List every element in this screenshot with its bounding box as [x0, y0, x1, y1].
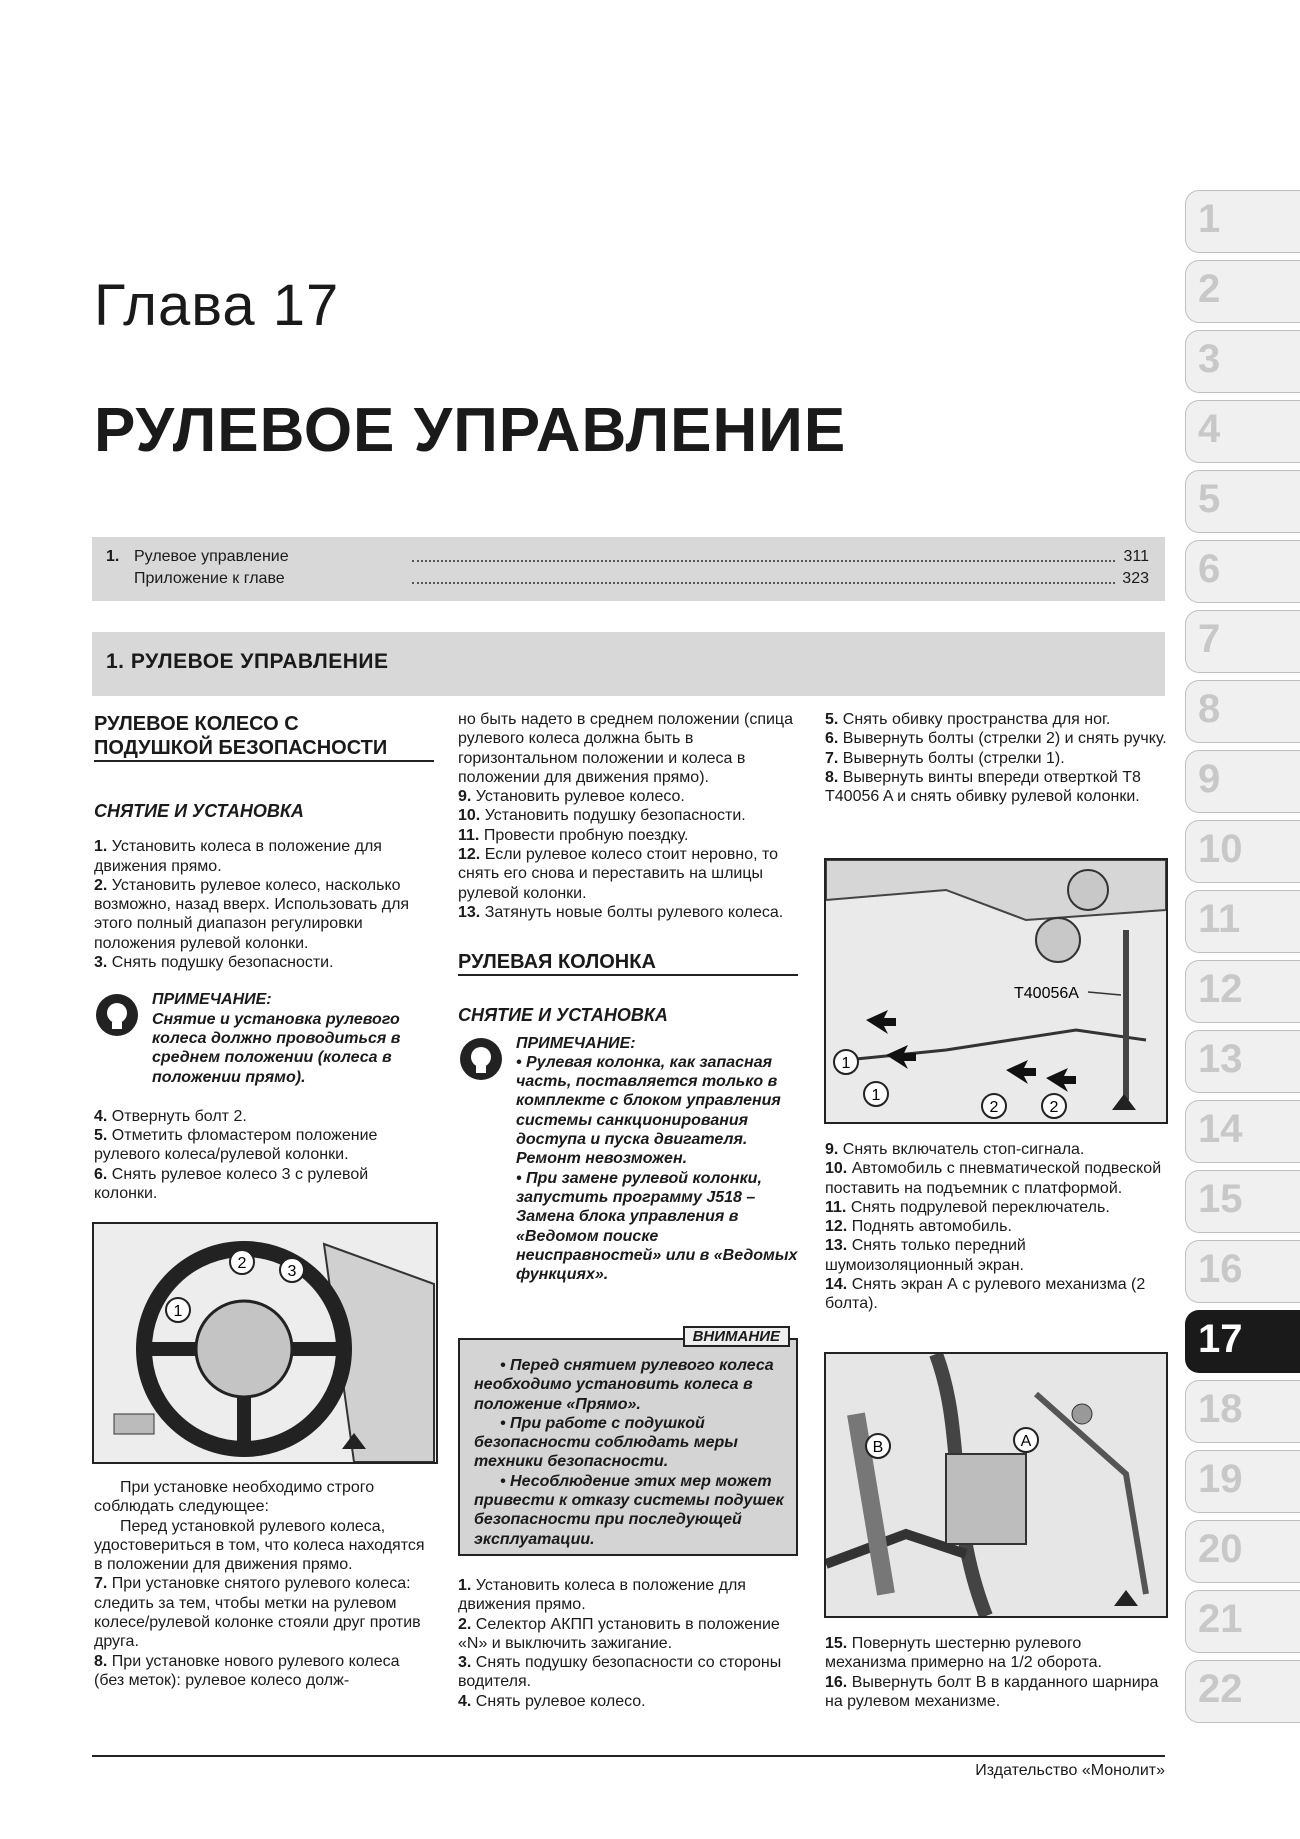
chapter-tab-label: 9	[1198, 757, 1221, 801]
paragraph: но быть надето в среднем положении (спица рулевого колеса должна быть в горизонтальном положении и колеса в положении для движения прямо).	[458, 711, 793, 786]
chapter-tab-label: 10	[1198, 827, 1243, 871]
step-text: Установить колеса в положение для движения прямо.	[458, 1577, 746, 1614]
toc-row[interactable]	[92, 547, 1165, 567]
step-text: Установить рулевое колесо.	[475, 788, 685, 806]
step-num: 13.	[825, 1237, 848, 1255]
chapter-tab-label: 11	[1198, 897, 1241, 941]
paragraph: Перед установкой рулевого колеса, удостовериться в том, что колеса находятся в положении для движения прямо.	[94, 1517, 425, 1574]
step	[94, 953, 434, 972]
chapter-tab-label: 8	[1198, 687, 1221, 731]
subheading-removal: СНЯТИЕ И УСТАНОВКА	[458, 1005, 668, 1026]
step	[94, 1126, 434, 1165]
chapter-tab-label: 6	[1198, 547, 1221, 591]
step-text: Снять подушку безопасности со стороны водителя.	[458, 1654, 782, 1691]
steps-list	[94, 837, 434, 972]
step	[825, 1236, 1167, 1275]
chapter-tab-label: 20	[1198, 1527, 1243, 1571]
chapter-tab-5[interactable]	[1185, 470, 1300, 533]
figure-column-trim	[824, 858, 1168, 1124]
toc-row[interactable]	[92, 569, 1165, 589]
step-text: Установить подушку безопасности.	[484, 807, 746, 825]
chapter-tab-17[interactable]	[1185, 1310, 1300, 1373]
warning-item: • Несоблюдение этих мер может привести к отказу системы подушек безопасности при последующей эксплуатации.	[474, 1472, 784, 1548]
step	[458, 903, 798, 922]
step-num: 7.	[94, 1575, 108, 1593]
chapter-tab-label: 12	[1198, 967, 1243, 1011]
step-num: 7.	[825, 749, 839, 767]
step	[458, 1615, 798, 1654]
step-num: 10.	[825, 1160, 848, 1178]
step	[458, 787, 798, 806]
figure-steering-wheel	[92, 1222, 438, 1464]
step-num: 2.	[94, 876, 108, 894]
heading-line: РУЛЕВОЕ КОЛЕСО С	[94, 713, 299, 735]
step	[458, 1692, 798, 1711]
footer-divider	[92, 1755, 1165, 1757]
step-text: Снять подрулевой переключатель.	[850, 1198, 1110, 1216]
section-header	[92, 632, 1165, 696]
chapter-tab-14[interactable]	[1185, 1100, 1300, 1163]
note-block	[94, 990, 434, 1086]
step-text: Вывернуть болт В в карданного шарнира на рулевом механизме.	[825, 1673, 1159, 1710]
step-text: Поднять автомобиль.	[851, 1218, 1012, 1236]
step	[458, 806, 798, 825]
step	[94, 1165, 434, 1204]
chapter-tab-18[interactable]	[1185, 1380, 1300, 1443]
step	[94, 1652, 434, 1691]
chapter-tab-4[interactable]	[1185, 400, 1300, 463]
step-text: Снять подушку безопасности.	[111, 954, 334, 972]
step-num: 3.	[458, 1654, 472, 1672]
section-title: 1. РУЛЕВОЕ УПРАВЛЕНИЕ	[106, 650, 389, 673]
chapter-tab-9[interactable]	[1185, 750, 1300, 813]
paragraph: При установке необходимо строго соблюдать следующее:	[94, 1479, 375, 1516]
callout-b: B	[872, 1439, 884, 1456]
chapter-tab-13[interactable]	[1185, 1030, 1300, 1093]
step-num: 8.	[825, 768, 839, 786]
step-text: Вывернуть болты (стрелки 1).	[842, 749, 1065, 767]
chapter-tab-label: 16	[1198, 1247, 1243, 1291]
step	[825, 1275, 1167, 1314]
step	[458, 826, 798, 845]
column-2	[458, 710, 798, 1284]
step-text: Повернуть шестерню рулевого механизма примерно на 1/2 оборота.	[825, 1635, 1102, 1672]
step-text: Отметить фломастером положение рулевого колеса/рулевой колонки.	[94, 1127, 378, 1164]
step	[458, 1653, 798, 1692]
step-text: Отвернуть болт 2.	[111, 1107, 247, 1125]
step-text: Провести пробную поездку.	[483, 826, 689, 844]
step	[458, 1576, 798, 1615]
step-text: Вывернуть болты (стрелки 2) и снять ручку.	[842, 730, 1167, 748]
step-num: 9.	[825, 1141, 839, 1158]
step-num: 12.	[458, 846, 481, 864]
note-item: • При замене рулевой колонки, запустить программу J518 – Замена блока управления в «Ведомом поиске неисправностей» или в «Ведомых функциях».	[516, 1169, 798, 1284]
step-text: Снять рулевое колесо.	[475, 1692, 646, 1710]
chapter-tab-19[interactable]	[1185, 1450, 1300, 1513]
warning-content	[474, 1356, 784, 1549]
chapter-title: РУЛЕВОЕ УПРАВЛЕНИЕ	[94, 396, 847, 465]
step-num: 5.	[825, 711, 839, 728]
figure-steering-gear	[824, 1352, 1168, 1618]
step	[825, 1140, 1167, 1159]
heading-line: ПОДУШКОЙ БЕЗОПАСНОСТИ	[94, 736, 434, 762]
note-title: ПРИМЕЧАНИЕ:	[516, 1034, 636, 1052]
chapter-tab-label: 18	[1198, 1387, 1243, 1431]
toc-num: 1.	[106, 548, 120, 565]
publisher: Издательство «Монолит»	[975, 1762, 1165, 1779]
step-num: 2.	[458, 1615, 472, 1633]
toc-title: Рулевое управление	[134, 548, 289, 565]
heading-steering-column: РУЛЕВАЯ КОЛОНКА	[458, 950, 798, 976]
step-text: Снять рулевое колесо 3 с рулевой колонки.	[94, 1165, 369, 1203]
lightbulb-icon	[94, 992, 140, 1038]
step	[825, 1159, 1167, 1198]
note-title: ПРИМЕЧАНИЕ:	[152, 991, 272, 1009]
step-num: 4.	[94, 1107, 108, 1125]
step-text: Установить рулевое колесо, насколько возможно, назад вверх. Использовать для этого полный диапазон регулировки положения рулевой колонки.	[94, 876, 410, 952]
callout-3: 3	[287, 1263, 297, 1280]
step	[94, 876, 434, 953]
step	[825, 749, 1167, 768]
column-3-middle	[825, 1140, 1167, 1314]
step-num: 16.	[825, 1673, 848, 1691]
note-text: Снятие и установка рулевого колеса должно проводиться в среднем положении (колеса в положении прямо).	[152, 1010, 401, 1086]
step	[94, 837, 434, 876]
step	[825, 1217, 1167, 1236]
chapter-tab-label: 5	[1198, 477, 1221, 521]
chapter-tab-6[interactable]	[1185, 540, 1300, 603]
step-num: 9.	[458, 788, 472, 806]
chapter-tab-12[interactable]	[1185, 960, 1300, 1023]
step-num: 6.	[825, 730, 839, 748]
note-block	[458, 1034, 798, 1285]
callout-2: 2	[1049, 1099, 1059, 1116]
chapter-tab-label: 17	[1198, 1317, 1243, 1361]
step-text: Снять включатель стоп-сигнала.	[842, 1141, 1085, 1158]
steps-list	[94, 1107, 434, 1203]
step-num: 8.	[94, 1652, 108, 1670]
chapter-tab-16[interactable]	[1185, 1240, 1300, 1303]
callout-2: 2	[237, 1255, 247, 1272]
step	[825, 729, 1167, 748]
toc-leader	[412, 560, 1115, 562]
warning-box	[458, 1328, 798, 1556]
column-trim-illustration	[826, 860, 1166, 1122]
step-text: Затянуть новые болты рулевого колеса.	[484, 903, 784, 921]
step-text: При установке нового рулевого колеса (без меток): рулевое колесо долж-	[94, 1652, 400, 1689]
step-text: Снять только передний шумоизоляционный экран.	[825, 1237, 1026, 1274]
chapter-tab-1[interactable]	[1185, 190, 1300, 253]
heading-steering-wheel	[94, 712, 434, 762]
step	[825, 710, 1167, 729]
toc-title: Приложение к главе	[134, 570, 285, 587]
chapter-tab-2[interactable]	[1185, 260, 1300, 323]
note-item: • Рулевая колонка, как запасная часть, поставляется только в комплекте с блоком управления системы санкционирования доступа и пуска двигателя. Ремонт невозможен.	[516, 1053, 781, 1168]
step	[458, 845, 798, 903]
step-num: 12.	[825, 1218, 848, 1236]
chapter-tab-7[interactable]	[1185, 610, 1300, 673]
callout-1: 1	[173, 1303, 183, 1320]
step-num: 11.	[825, 1198, 847, 1216]
chapter-tab-3[interactable]	[1185, 330, 1300, 393]
chapter-tab-label: 19	[1198, 1457, 1243, 1501]
step-num: 15.	[825, 1635, 848, 1652]
step-num: 3.	[94, 954, 108, 972]
column-3	[825, 710, 1167, 806]
step-num: 5.	[94, 1127, 108, 1145]
chapter-tab-20[interactable]	[1185, 1520, 1300, 1583]
chapter-tab-label: 14	[1198, 1107, 1243, 1151]
toc-leader	[412, 582, 1115, 584]
column-2-continued	[458, 1576, 798, 1711]
step	[94, 1107, 434, 1126]
subheading-removal: СНЯТИЕ И УСТАНОВКА	[94, 801, 304, 821]
callout-1: 1	[841, 1055, 851, 1072]
chapter-tab-label: 22	[1198, 1667, 1243, 1711]
toc-page: 311	[1123, 548, 1149, 565]
chapter-tab-label: 7	[1198, 617, 1221, 661]
callout-a: A	[1020, 1433, 1032, 1450]
chapter-tab-label: 4	[1198, 407, 1221, 451]
step-text: Снять обивку пространства для ног.	[842, 711, 1111, 728]
step-num: 4.	[458, 1692, 472, 1710]
toc-page: 323	[1122, 570, 1149, 587]
step-num: 11.	[458, 826, 480, 844]
step-num: 6.	[94, 1165, 108, 1183]
step-text: Если рулевое колесо стоит неровно, то снять его снова и переставить на шлицы рулевой колонки.	[458, 846, 779, 902]
step-text: Селектор АКПП установить в положение «N» и выключить зажигание.	[458, 1615, 780, 1652]
chapter-tab-21[interactable]	[1185, 1590, 1300, 1653]
chapter-tab-label: 21	[1198, 1597, 1243, 1641]
steering-gear-illustration	[826, 1354, 1166, 1616]
step-num: 1.	[458, 1577, 472, 1594]
step	[94, 1574, 434, 1651]
step-num: 10.	[458, 807, 481, 825]
step	[825, 768, 1167, 807]
lightbulb-icon	[458, 1036, 504, 1082]
warning-item: • При работе с подушкой безопасности соблюдать меры техники безопасности.	[474, 1414, 738, 1471]
chapter-label: Глава 17	[94, 273, 340, 338]
chapter-tab-15[interactable]	[1185, 1170, 1300, 1233]
column-3-bottom	[825, 1634, 1167, 1711]
table-of-contents	[92, 537, 1165, 601]
tool-label: T40056A	[1014, 985, 1079, 1002]
chapter-tab-22[interactable]	[1185, 1660, 1300, 1723]
callout-2: 2	[989, 1099, 999, 1116]
step-num: 1.	[94, 838, 108, 856]
warning-title: ВНИМАНИЕ	[683, 1326, 790, 1347]
chapter-tab-10[interactable]	[1185, 820, 1300, 883]
chapter-tab-11[interactable]	[1185, 890, 1300, 953]
chapter-tab-label: 15	[1198, 1177, 1243, 1221]
chapter-tab-label: 3	[1198, 337, 1221, 381]
column-1	[94, 712, 434, 1203]
chapter-tab-label: 1	[1198, 197, 1221, 241]
column-1-continued	[94, 1478, 434, 1690]
step-text: Вывернуть винты впереди отверткой T8 T40056 A и снять обивку рулевой колонки.	[825, 768, 1141, 806]
step-text: Установить колеса в положение для движения прямо.	[94, 838, 382, 875]
chapter-tab-8[interactable]	[1185, 680, 1300, 743]
chapter-tab-label: 13	[1198, 1037, 1243, 1081]
step-num: 14.	[825, 1276, 848, 1294]
step-num: 13.	[458, 903, 481, 921]
step-text: Автомобиль с пневматической подвеской поставить на подъемник с платформой.	[825, 1160, 1162, 1197]
callout-1: 1	[871, 1087, 881, 1104]
steering-wheel-illustration	[94, 1224, 436, 1462]
step-text: Снять экран А с рулевого механизма (2 болта).	[825, 1276, 1146, 1313]
step-text: При установке снятого рулевого колеса: следить за тем, чтобы метки на рулевом колесе/рулевой колонке стояли друг против друга.	[94, 1575, 421, 1651]
warning-item: • Перед снятием рулевого колеса необходимо установить колеса в положение «Прямо».	[474, 1357, 774, 1413]
step	[825, 1673, 1167, 1712]
chapter-tab-label: 2	[1198, 267, 1221, 311]
step	[825, 1634, 1167, 1673]
step	[825, 1198, 1167, 1217]
